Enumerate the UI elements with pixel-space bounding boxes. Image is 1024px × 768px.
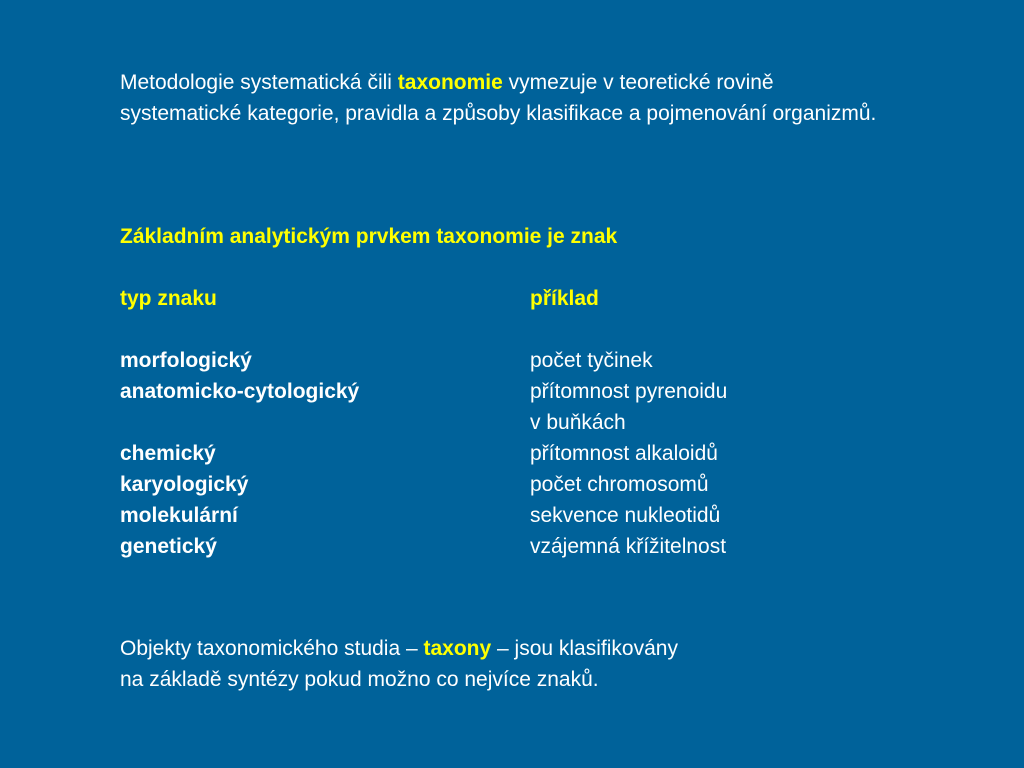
intro-text-after: vymezuje v teoretické rovině systematické kategorie, pravidla a způsoby klasifikace a pojmenování organizmů. [120, 71, 877, 125]
row-type: genetický [120, 535, 217, 558]
row-example: počet tyčinek [530, 349, 653, 372]
outro-text-before: Objekty taxonomického studia – [120, 637, 424, 660]
intro-paragraph [120, 67, 880, 129]
row-type: karyologický [120, 473, 249, 496]
row-example: v buňkách [530, 411, 626, 434]
row-type: morfologický [120, 349, 252, 372]
row-example: přítomnost alkaloidů [530, 442, 718, 465]
row-example: vzájemná křížitelnost [530, 535, 727, 558]
table-row [120, 469, 880, 500]
row-example: počet chromosomů [530, 473, 709, 496]
table-row [120, 376, 880, 407]
intro-term-taxonomie: taxonomie [397, 71, 503, 94]
section-heading: Základním analytickým prvkem taxonomie je znak [120, 225, 618, 248]
outro-paragraph [120, 633, 880, 695]
intro-text-before: Metodologie systematická čili [120, 71, 398, 94]
outro-term-taxony: taxony [423, 637, 492, 660]
table-row [120, 345, 880, 376]
table-row [120, 438, 880, 469]
row-example: přítomnost pyrenoidu [530, 380, 728, 403]
outro-text-after: – jsou klasifikovány [491, 637, 678, 660]
table-row [120, 407, 880, 438]
table-row [120, 531, 880, 562]
row-type: chemický [120, 442, 216, 465]
column-header-example: příklad [530, 287, 599, 310]
row-example: sekvence nukleotidů [530, 504, 721, 527]
row-type: molekulární [120, 504, 238, 527]
column-header-type: typ znaku [120, 287, 217, 310]
outro-line-2: na základě syntézy pokud možno co nejvíce znaků. [120, 668, 599, 691]
table-row [120, 500, 880, 531]
row-type: anatomicko-cytologický [120, 380, 360, 403]
